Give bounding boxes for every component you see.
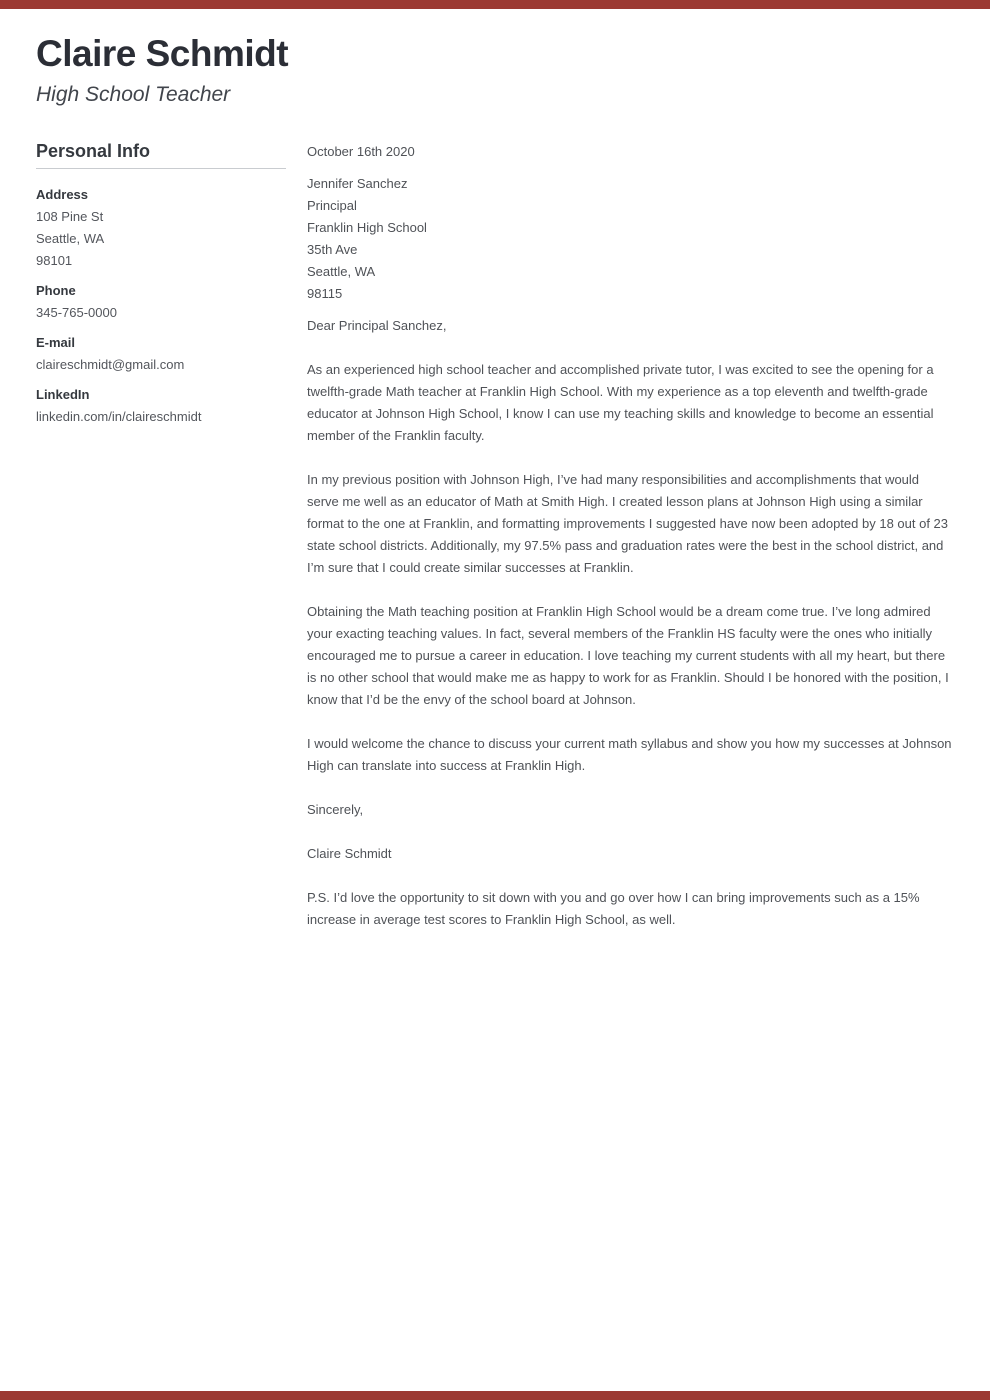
recipient-role: Principal: [307, 198, 357, 213]
job-title: High School Teacher: [36, 83, 231, 106]
sidebar-heading: Personal Info: [36, 141, 151, 161]
content-columns: [0, 141, 990, 953]
linkedin-label: LinkedIn: [36, 387, 90, 402]
address-line: Seattle, WA: [36, 231, 105, 246]
email-value: claireschmidt@gmail.com: [36, 357, 185, 372]
email-group: [36, 332, 286, 376]
sidebar-divider: [36, 168, 286, 169]
top-accent-bar: [0, 0, 990, 9]
recipient-block: [307, 173, 952, 305]
letter-paragraph: Obtaining the Math teaching position at Franklin High School would be a dream come true. I’ve long admired your exacting teaching values. In fact, several members of the Franklin HS faculty were the ones who initially encouraged me to pursue a career in education. I love teaching my current students with all my heart, but there is no other school that would make me as happy to work for as Franklin. Should I be honored with the position, I know that I’d be the envy of the school board at Johnson.: [307, 604, 949, 707]
address-group: [36, 184, 286, 272]
letter-paragraph: In my previous position with Johnson High, I’ve had many responsibilities and accomplishments that would serve me well as an educator of Math at Smith High. I created lesson plans at Johnson High using a similar format to the one at Franklin, and formatting improvements I suggested have now been adopted by 18 out of 23 state school districts. Additionally, my 97.5% pass and graduation rates were the best in the school district, and I’m sure that I could create similar successes at Franklin.: [307, 472, 949, 575]
letter-body: [307, 141, 952, 953]
greeting: Dear Principal Sanchez,: [307, 318, 447, 333]
recipient-street: 35th Ave: [307, 242, 358, 257]
linkedin-group: [36, 384, 286, 428]
personal-info-sidebar: [36, 141, 286, 953]
email-label: E-mail: [36, 335, 76, 350]
letter-date: October 16th 2020: [307, 144, 415, 159]
phone-group: [36, 280, 286, 324]
address-line: 98101: [36, 253, 73, 268]
signature: Claire Schmidt: [307, 846, 392, 861]
document-header: [0, 0, 990, 108]
closing: Sincerely,: [307, 802, 364, 817]
linkedin-value: linkedin.com/in/claireschmidt: [36, 409, 202, 424]
recipient-organization: Franklin High School: [307, 220, 427, 235]
recipient-city: Seattle, WA: [307, 264, 376, 279]
bottom-accent-bar: [0, 1391, 990, 1400]
recipient-zip: 98115: [307, 286, 343, 301]
address-label: Address: [36, 187, 89, 202]
phone-value: 345-765-0000: [36, 305, 117, 320]
phone-label: Phone: [36, 283, 76, 298]
person-name: Claire Schmidt: [36, 33, 289, 74]
letter-paragraph: I would welcome the chance to discuss your current math syllabus and show you how my successes at Johnson High can translate into success at Franklin High.: [307, 736, 952, 773]
postscript: P.S. I’d love the opportunity to sit down with you and go over how I can bring improvements such as a 15% increase in average test scores to Franklin High School, as well.: [307, 890, 920, 927]
recipient-name: Jennifer Sanchez: [307, 176, 408, 191]
address-line: 108 Pine St: [36, 209, 104, 224]
letter-paragraph: As an experienced high school teacher and accomplished private tutor, I was excited to see the opening for a twelfth-grade Math teacher at Franklin High School. With my experience as a top eleventh and twelfth-grade educator at Johnson High School, I know I can use my teaching skills and knowledge to become an essential member of the Franklin faculty.: [307, 362, 934, 443]
